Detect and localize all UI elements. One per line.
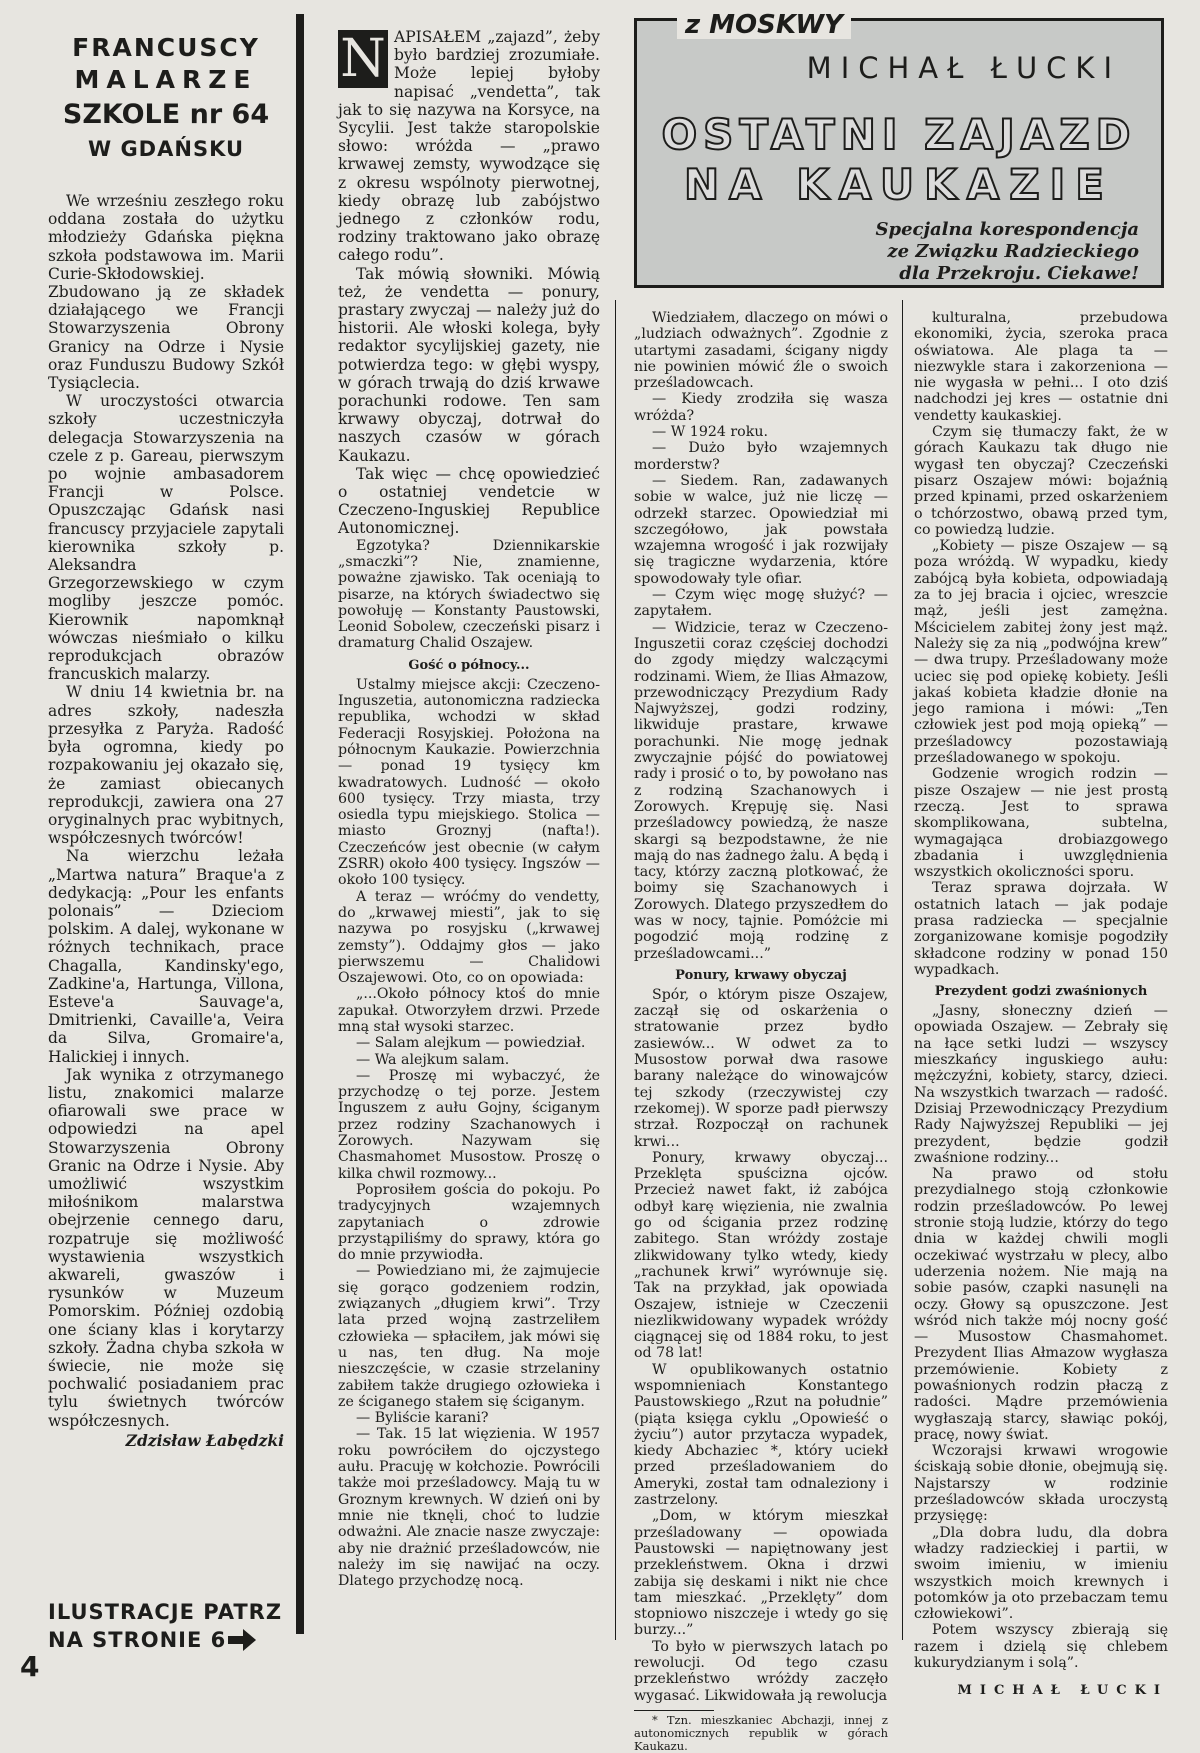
paragraph: Tak więc — chcę opowiedzieć o ostatniej vendetcie w Czeczeno-Inguskiej Republice Autonomicznej. <box>338 464 600 538</box>
paragraph: Wiedziałem, dlaczego on mówi o „ludziach odważnych”. Zgodnie z utartymi zasadami, ścigany nigdy nie powinien mówić źle o swoich prześladowcach. <box>634 310 888 392</box>
left-column <box>48 0 284 1450</box>
paragraph: Teraz sprawa dojrzała. W ostatnich latach — jak podaje prasa radziecka — specjalnie zorganizowane komisje pogodziły składcone rodziny w ponad 150 wypadkach. <box>914 880 1168 978</box>
column-divider <box>296 14 304 1634</box>
paragraph: „...Około północy ktoś do mnie zapukał. Otworzyłem drzwi. Przede mną stał wysoki starzec. <box>338 986 600 1035</box>
paragraph: Spór, o którym pisze Oszajew, zaczął się od oskarżenia o stratowanie przez bydło zasiewów... W odwet za to Musostow porwał dwa rasowe barany należące do winowajców tej szkody (rzeczywistej czy rzekomej). W sporze padł pierwszy strzał. Rozpoczął on rachunek krwi... <box>634 986 888 1150</box>
left-body <box>48 192 284 1450</box>
kicker: z MOSKWY <box>677 11 851 39</box>
paragraph: Wczorajsi krwawi wrogowie ściskają sobie dłonie, obejmują się. Najstarszy w rodzinie prześladowców składa uroczystą przysięgę: <box>914 1443 1168 1525</box>
illus-line-1: ILUSTRACJE PATRZ <box>48 1600 283 1624</box>
paragraph: — Widzicie, teraz w Czeczeno-Inguszetii coraz częściej dochodzi do zgody między walczącymi rodzinami. Wiem, że Ilias Ałmazow, przewodniczący Prezydium Rady Najwyższej, godzi rodziny, likwiduje prastare, krwawe porachunki. Nie mogę jednak zwyczajnie pójść do powiatowej rady i prosić o to, by powołano nas z rodziną Szachanowych i Zorowych. Krępuję się. Nasi prześladowcy powiedzą, że nasze skargi są bezpodstawne, że nie mają do nas żadnego żalu. A będą i tacy, którzy zaczną plotkować, że boimy się Szachanowych i Zorowych. Dlatego przyszedłem do was w nocy, tajnie. Pomóżcie mi pogodzić moją rodzinę z prześladowcami...” <box>634 619 888 962</box>
paragraph: Ponury, krwawy obyczaj... Przeklęta spuścizna ojców. Przecież nawet fakt, iż zabójca odbył karę więzienia, nie zwalnia go od ścigania przez rodzinę zabitego. Stan wróżdy zostaje zlikwidowany tylko wtedy, kiedy „rachunek krwi” wyrównuje się. Tak na przykład, jak opowiada Oszajew, istnieje w Czeczenii niezlikwidowany wypadek wróżdy ciągnącej się od 1884 roku, to jest od 78 lat! <box>634 1149 888 1362</box>
header-author: MICHAŁ ŁUCKI <box>806 51 1121 85</box>
paragraph: — Proszę mi wybaczyć, że przychodzę o tej porze. Jestem Inguszem z aułu Gojny, ściganym przez rodziny Szachanowych i Zorowych. Nazywam się Chasmahomet Musostow. Proszę o kilka chwil rozmowy... <box>338 1067 600 1182</box>
paragraph: „Dla dobra ludu, dla dobra władzy radzieckiej i partii, w swoim imieniu, w imieniu wszystkich moich krewnych i potomków ja oto przebaczam temu człowiekowi”. <box>914 1524 1168 1623</box>
column-divider <box>615 300 616 1640</box>
arrow-right-icon <box>228 1629 256 1651</box>
column-divider <box>902 300 903 1640</box>
paragraph: — Powiedziano mi, że zajmujecie się gorąco godzeniem rodzin, związanych „długiem krwi”. Trzy lata przed wojną zastrzeliłem człowieka — spłaciłem, jak mówi się u nas, ten dług. Na moje nieszczęście, w czasie strzelaniny zabiłem także drugiego ozłowieka i ze ściganego stałem się ściganym. <box>338 1263 600 1410</box>
paragraph: Potem wszyscy zbierają się razem i dzielą się chlebem kukurydzianym i solą”. <box>914 1622 1168 1672</box>
tagline-line-2: ze Związku Radzieckiego <box>887 241 1139 262</box>
headline-line-3: SZKOLE nr 64 <box>62 99 270 130</box>
paragraph: Na wierzchu leżała „Martwa natura” Braque'a z dedykacją: „Pour les enfants polonais” — Dzieciom polskim. A dalej, wykonane w różnych technikach, prace Chagalla, Kandinsky'ego, Zadkine'a, Hartunga, Villona, Esteve'a Sauvage'a, Dmitrienki, Cavaille'a, Veira da Silva, Gromaire'a, Halickiej i innych. <box>48 847 284 1066</box>
illus-line-2-row <box>48 1626 288 1654</box>
paragraph: „Jasny, słoneczny dzień — opowiada Oszajew. — Zebrały się na łące setki ludzi — wszyscy mieszkańcy inguskiego aułu: mężczyźni, kobiety, starcy, dzieci. Na wszystkich twarzach — radość. Dzisiaj Przewodniczący Prezydium Rady Najwyższej Republiki — jej prezydent, będzie godził zwaśnione rodziny... <box>914 1003 1168 1166</box>
headline-line-4: W GDAŃSKU <box>87 137 245 161</box>
paragraph: Ustalmy miejsce akcji: Czeczeno-Inguszetia, autonomiczna radziecka republika, wchodzi w skład Federacji Rosyjskiej. Położona na północnym Kaukazie. Powierzchnia — ponad 19 tysięcy km kwadratowych. Ludność — około 600 tysięcy. Trzy miasta, trzy osiedla typu miejskiego. Stolica — miasto Groznyj (nafta!). Czeczeńców jest obecnie (w całym ZSRR) około 400 tysięcy. Ingszów — około 100 tysięcy. <box>338 676 600 889</box>
page-number: 4 <box>20 1650 40 1683</box>
paragraph: kulturalna, przebudowa ekonomiki, życia, szeroka praca oświatowa. Ale plaga ta — niezwykle stara i zakorzeniona — nie wygasła w pełni... I oto dziś nadchodzi jej kres — ostatnie dni vendetty kaukaskiej. <box>914 310 1168 424</box>
signature: MICHAŁ ŁUCKI <box>957 1683 1168 1699</box>
paragraph: — Wa alejkum salam. <box>356 1051 510 1068</box>
paragraph: — Dużo było wzajemnych morderstw? <box>634 440 888 473</box>
paragraph: Tak mówią słowniki. Mówią też, że vendetta — ponury, prastary zwyczaj — należy już do historii. Ale włoski kolega, były redaktor sycylijskiej gazety, nie potwierdza tego: w głębi wyspy, w górach trwają do dziś krwawe porachunki rodowe. Ten sam krwawy obyczaj, dotrwał do naszych czasów w górach Kaukazu. <box>338 264 600 465</box>
paragraph: — Byliście karani? <box>356 1410 489 1427</box>
footnote-rule <box>634 1710 714 1711</box>
paragraph: To było w pierwszych latach po rewolucji. Od tego czasu przekleństwo wróżdy zaczęło wygasać. Likwidowała ją rewolucja <box>634 1638 888 1704</box>
paragraph: W dniu 14 kwietnia br. na adres szkoły, nadeszła przesyłka z Paryża. Radość była ogromna, kiedy po rozpakowaniu jej okazało się, że zamiast obiecanych reprodukcji, zawiera ona 27 oryginalnych prac wybitnych, współczesnych twórców! <box>48 683 284 848</box>
paragraph: W opublikowanych ostatnio wspomnieniach Konstantego Paustowskiego „Rzut na południe” (piąta księga cyklu „Opowieść o życiu”) autor przytacza wypadek, kiedy Abchaziec *, który uciekł przed prześladowaniem do Ameryki, został tam odnaleziony i zastrzelony. <box>634 1361 888 1509</box>
illus-line-2: NA STRONIE 6 <box>48 1628 227 1652</box>
paragraph: Egzotyka? Dziennikarskie „smaczki”? Nie, znamienne, poważne zjawisko. Tak oceniają to pisarze, na których świadectwo się powołuję — Konstanty Paustowski, Leonid Sobolew, czeczeński pisarz i dramaturg Chalid Oszajew. <box>338 537 600 652</box>
article-column-1 <box>338 28 600 1589</box>
tagline-line-3: dla Przekroju. Ciekawe! <box>899 263 1139 284</box>
paragraph: — Tak. 15 lat więzienia. W 1957 roku powróciłem do ojczystego aułu. Pracuję w kołchozie. Powrócili także moi prześladowcy. Mają tu w Groznym krewnych. W dzień oni by mnie nie tknęli, choć to ludzie odważni. Ale znacie nasze zwyczaje: aby nie drażnić prześladowców, nie należy im się nawijać na oczy. Dlatego przychodzę nocą. <box>338 1426 600 1590</box>
paragraph: A teraz — wróćmy do vendetty, do „krwawej miesti”, jak to się nazywa po rosyjsku („krwawej zemsty”). Oddajmy głos — jako pierwszemu — Chalidowi Oszajewowi. Oto, co on opowiada: <box>338 888 600 987</box>
tagline-line-1: Specjalna korespondencja <box>875 219 1139 240</box>
tagline <box>875 219 1139 285</box>
footnote: * Tzn. mieszkaniec Abchazji, innej z autonomicznych republik w górach Kaukazu. <box>634 1712 888 1753</box>
subhead: Ponury, krwawy obyczaj <box>675 967 847 983</box>
paragraph: „Kobiety — pisze Oszajew — są poza wróżdą. W wypadku, kiedy zabójcą była kobieta, odpowiadają za to jej bracia i ojciec, wreszcie mąż, jeśli jest zamężna. Mścicielem zabitej żony jest mąż. Należy się za nią „podwójna krew” — dwa trupy. Prześladowany może uciec się pod opiekę kobiety. Jeśli jakaś kobieta kładzie dłonie na jego ramiona i mówi: „Ten człowiek jest pod moją opieką” — prześladowcy pozostawiają prześladowanego w spokoju. <box>914 538 1168 767</box>
headline-line-1: FRANCUSCY <box>72 33 260 62</box>
article-column-2 <box>634 310 888 1753</box>
paragraph: Godzenie wrogich rodzin — pisze Oszajew — nie jest prostą rzeczą. Jest to sprawa skomplikowana, subtelna, wymagająca drobiazgowego zbadania i uwzględnienia wszystkich okoliczności sporu. <box>914 766 1168 881</box>
paragraph: — W 1924 roku. <box>652 424 768 441</box>
paragraph: Poprosiłem gościa do pokoju. Po tradycyjnych wzajemnych zapytaniach o zdrowie przystąpiliśmy do sprawy, która go do mnie przywiodła. <box>338 1181 600 1264</box>
paragraph: We wrześniu zeszłego roku oddana została do użytku młodzieży Gdańska piękna szkoła podstawowa im. Marii Curie-Skłodowskiej. Zbudowano ją ze składek działającego we Francji Stowarzyszenia Obrony Granicy na Odrze i Nysie oraz Funduszu Budowy Szkół Tysiąclecia. <box>48 192 284 393</box>
left-headline <box>48 32 284 164</box>
paragraph: „Dom, w którym mieszkał prześladowany — opowiada Paustowski — napiętnowany jest przekleństwem. Okna i drzwi zabija się deskami i nikt nie chce tam mieszkać. „Przeklęty” dom stopniowo niszczeje i wtedy go się burzy...” <box>634 1508 888 1639</box>
paragraph: — Kiedy zrodziła się wasza wróżda? <box>634 391 888 424</box>
dropcap: N <box>338 30 388 88</box>
paragraph: — Salam alejkum — powiedział. <box>356 1035 586 1052</box>
title-line-2: NA KAUKAZIE <box>684 160 1114 209</box>
headline-line-2: MALARZE <box>74 65 258 94</box>
subhead: Prezydent godzi zwaśnionych <box>934 984 1148 1000</box>
illustrations-note <box>48 1598 288 1654</box>
paragraph: — Czym więc mogę służyć? — zapytałem. <box>634 587 888 620</box>
paragraph: Na prawo od stołu prezydialnego stoją członkowie rodzin prześladowców. Po lewej stronie stoją ludzie, którzy do tego dnia w każdej chwili mogli oczekiwać wystrzału w plecy, albo uderzenia nożem. Nie mają na sobie pasów, czapki nasunęli na oczy. Głowy są opuszczone. Jest wśród nich także mój nocny gość — Musostow Chasmahomet. Prezydent Ilias Ałmazow wygłasza przemówienie. Kobiety z powaśnionych rodzin płaczą z radości. Mądre przemówienia wygłaszają starcy, sławiąc pokój, pracę, nowy świat. <box>914 1166 1168 1443</box>
small-block <box>338 538 600 1590</box>
paragraph: W uroczystości otwarcia szkoły uczestniczyła delegacja Stowarzyszenia na czele z p. Gareau, pierwszym po wojnie ambasadorem Francji w Polsce. Opuszczając Gdańsk nasi francuscy przyjaciele zapytali kierownika szkoły p. Aleksandra Grzegorzewskiego w czym mogliby jeszcze pomóc. Kierownik napomknął wówczas nieśmiało o kilku reprodukcjach obrazów francuskich malarzy. <box>48 392 284 684</box>
paragraph: Czym się tłumaczy fakt, że w górach Kaukazu tak długo nie wygasł ten obyczaj? Czeczeński pisarz Oszajew mówi: bojaźnią przed kpinami, przed oskarżeniem o tchórzostwo, obawą przed tym, co powiedzą ludzie. <box>914 424 1168 538</box>
article-column-3 <box>914 310 1168 1698</box>
paragraph: APISAŁEM „zajazd”, żeby było bardziej zrozumiałe. Może lepiej byłoby napisać „vendetta”, tak jak to się nazywa na Korsyce, na Sycylii. Jest także staropolskie słowo: wróżda — „prawo krwawej zemsty, wywodzące się z okresu wspólnoty pierwotnej, kiedy obrazę lub zabójstwo jednego z członków rodu, rodziny traktowano jako obrazę całego rodu”. <box>338 28 600 265</box>
title-line-1: OSTATNI ZAJAZD <box>661 110 1137 159</box>
paragraph: — Siedem. Ran, zadawanych sobie w walce, już nie liczę — odrzekł starzec. Opowiedział mi szczegółowo, jak powstała wzajemna wrogość i jak rozwijały się tragiczne wydarzenia, które spowodowały tyle ofiar. <box>634 472 888 587</box>
paragraph: Jak wynika z otrzymanego listu, znakomici malarze ofiarowali swe prace w odpowiedzi na apel Stowarzyszenia Obrony Granic na Odrze i Nysie. Aby umożliwić wszystkim miłośnikom malarstwa obejrzenie cennego daru, rozpatruje się możliwość wystawienia wszystkich akwareli, gwaszów i rysunków w Muzeum Pomorskim. Później ozdobią one ściany klas i korytarzy szkoły. Żadna chyba szkoła w świecie, nie może się pochwalić posiadaniem prac tylu świetnych twórców współczesnych. <box>48 1065 284 1430</box>
subhead: Gość o północy... <box>408 657 530 673</box>
article-header <box>634 10 1164 288</box>
byline: Zdzisław Łabędzki <box>125 1430 284 1450</box>
